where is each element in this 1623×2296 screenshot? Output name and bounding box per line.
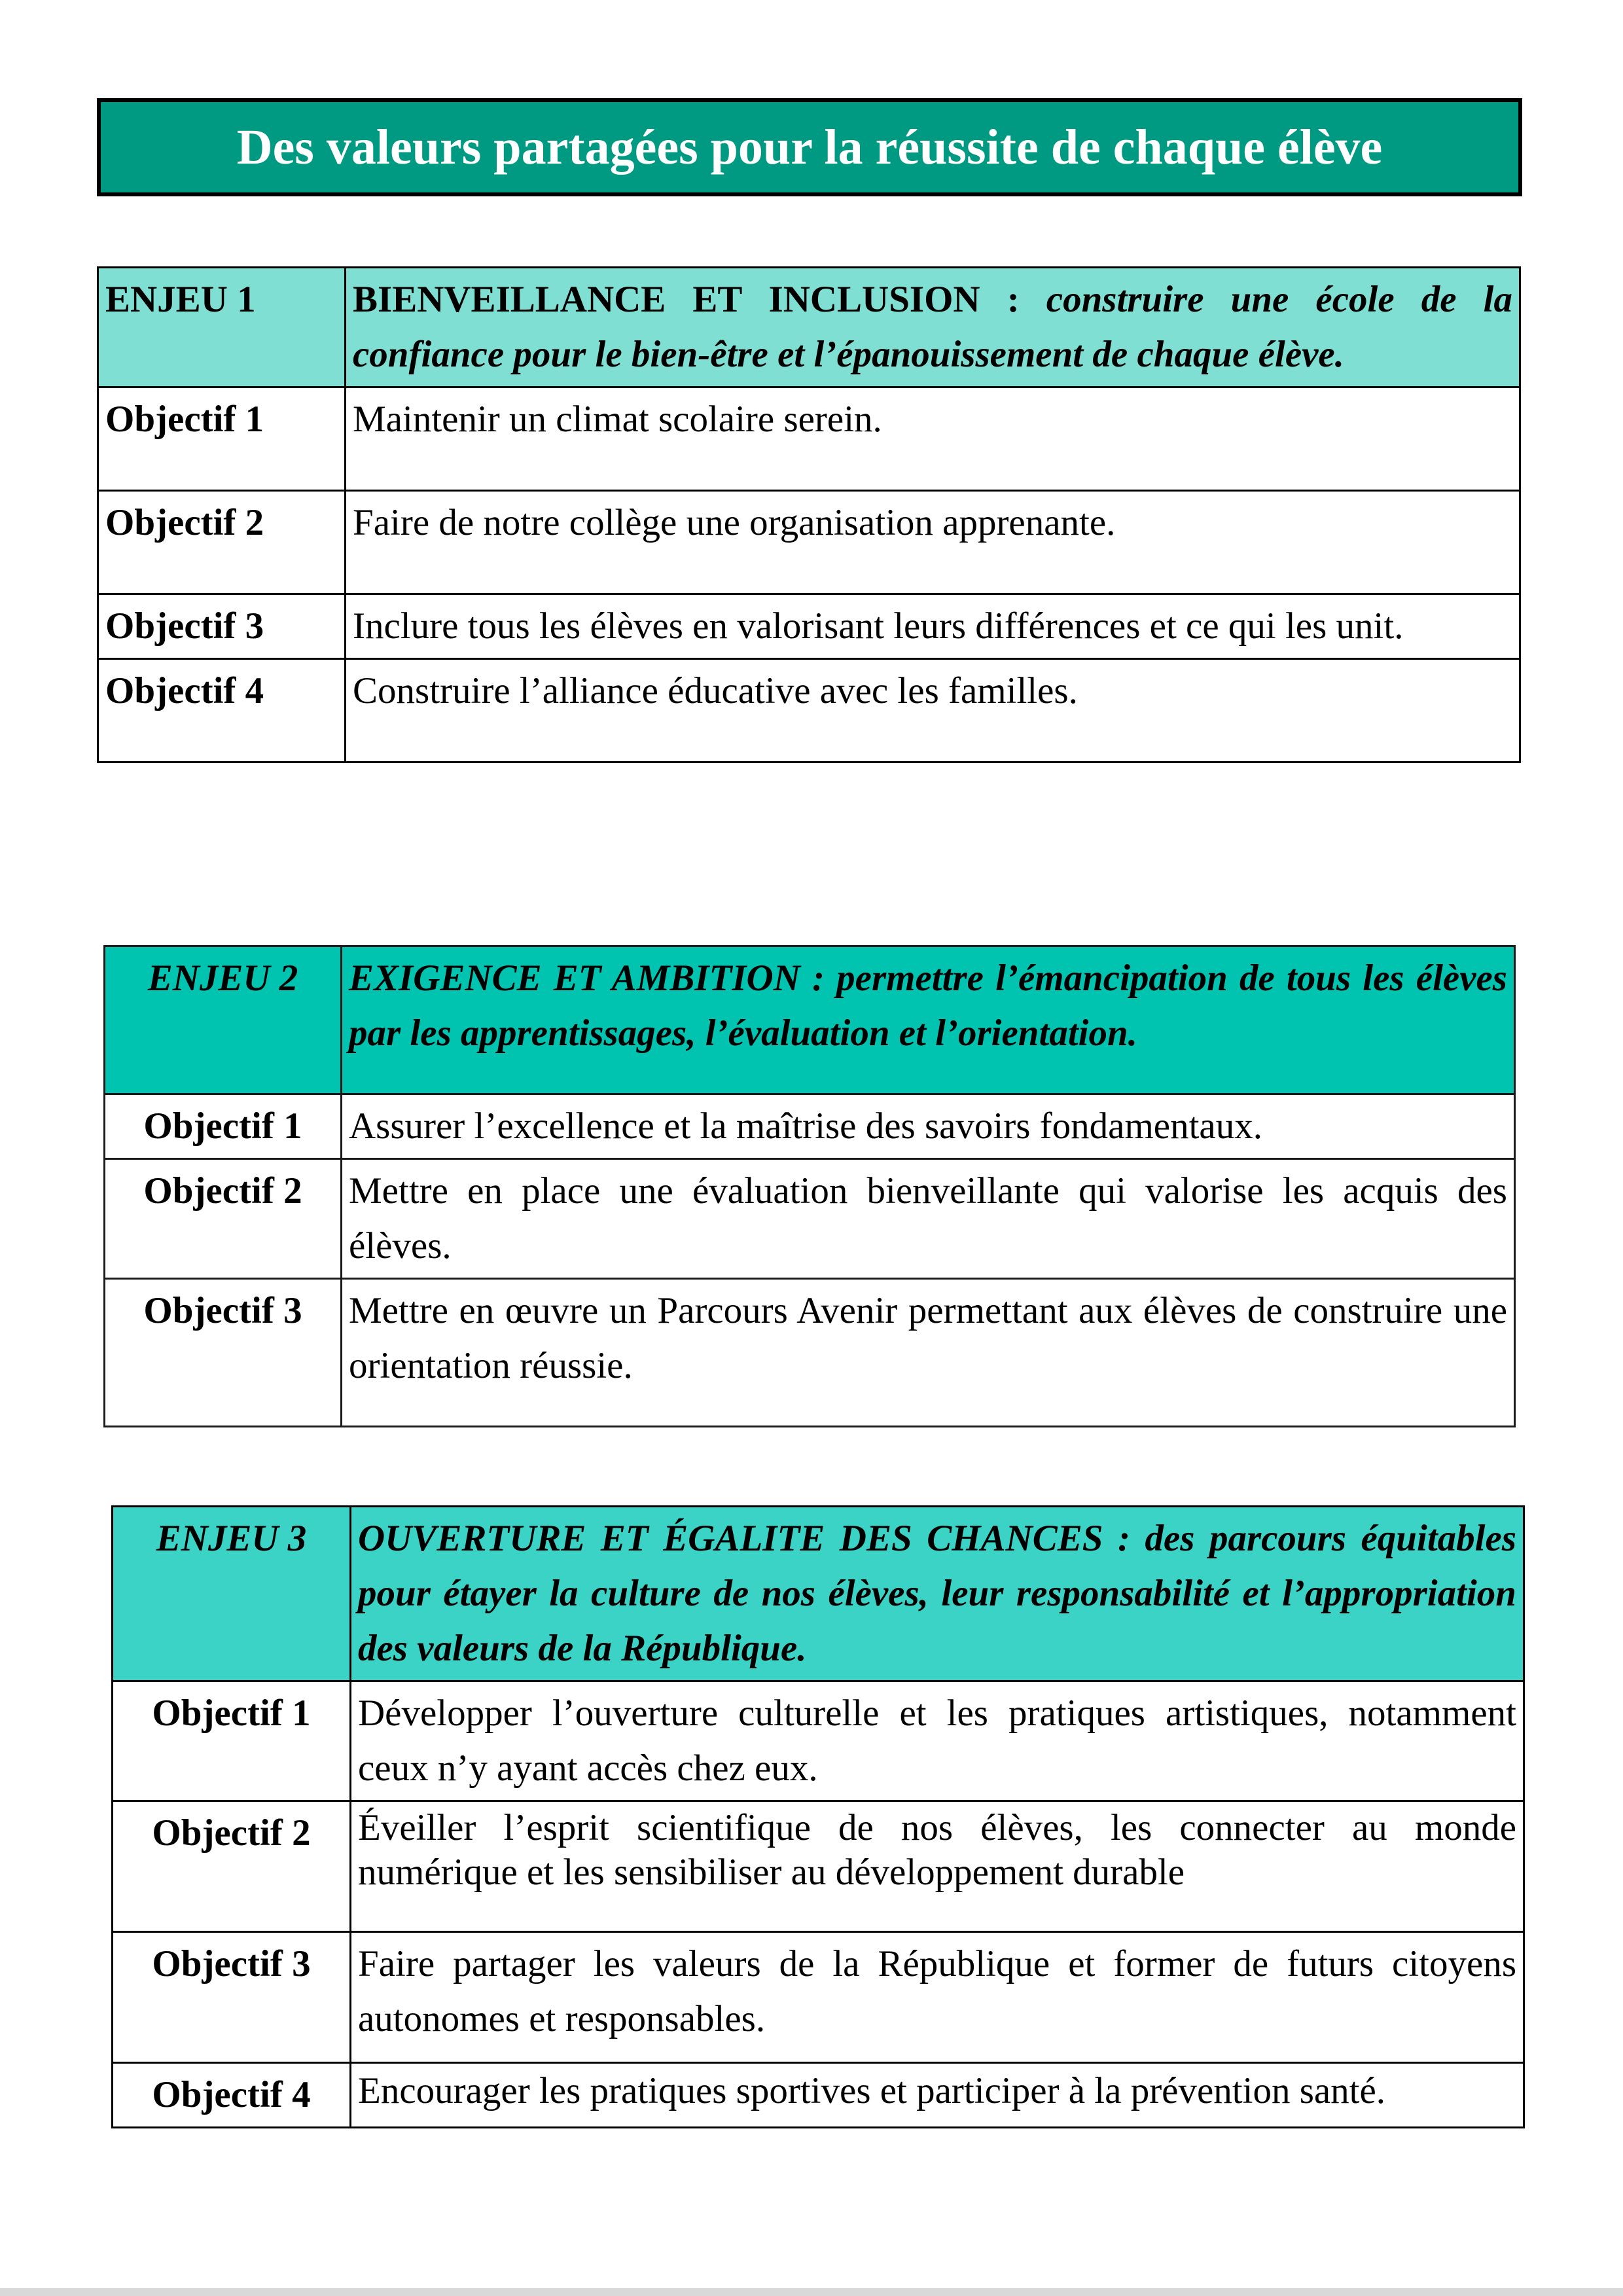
enjeu-1-heading-title: BIENVEILLANCE ET INCLUSION — [353, 279, 980, 320]
objectif-label: Objectif 3 — [105, 1279, 342, 1427]
enjeu-3-table — [111, 1505, 1525, 2128]
table-row — [105, 1094, 1515, 1159]
table-row — [105, 1279, 1515, 1427]
table-row — [98, 387, 1520, 491]
page-bottom-divider — [0, 2288, 1623, 2296]
objectif-label: Objectif 1 — [98, 387, 346, 491]
enjeu-3-heading: OUVERTURE ET ÉGALITE DES CHANCES : des parcours équitables pour étayer la culture de nos élèves, leur responsabilité et l’appropriation des valeurs de la République. — [351, 1507, 1524, 1681]
enjeu-2-header — [105, 946, 1515, 1094]
enjeu-1-heading — [346, 268, 1520, 387]
objectif-label: Objectif 3 — [113, 1932, 351, 2063]
enjeu-2-table — [103, 945, 1516, 1427]
objectif-text: Mettre en place une évaluation bienveillante qui valorise les acquis des élèves. — [342, 1159, 1515, 1279]
objectif-label: Objectif 2 — [98, 491, 346, 594]
table-row — [105, 1159, 1515, 1279]
enjeu-1-heading-desc: construire une école de la confiance pour le bien-être et l’épanouissement de chaque élève. — [353, 279, 1513, 375]
table-row — [98, 491, 1520, 594]
objectif-text: Assurer l’excellence et la maîtrise des savoirs fondamentaux. — [342, 1094, 1515, 1159]
table-row — [113, 1801, 1524, 1932]
table-row — [98, 659, 1520, 762]
table-row — [113, 1681, 1524, 1801]
enjeu-3-header — [113, 1507, 1524, 1681]
objectif-text: Inclure tous les élèves en valorisant leurs différences et ce qui les unit. — [346, 594, 1520, 659]
table-row — [113, 1932, 1524, 2063]
objectif-label: Objectif 1 — [105, 1094, 342, 1159]
objectif-text: Faire de notre collège une organisation apprenante. — [346, 491, 1520, 594]
table-row — [113, 2063, 1524, 2128]
objectif-label: Objectif 4 — [98, 659, 346, 762]
enjeu-1-label: ENJEU 1 — [98, 268, 346, 387]
objectif-text: Développer l’ouverture culturelle et les pratiques artistiques, notamment ceux n’y ayant accès chez eux. — [351, 1681, 1524, 1801]
objectif-text: Éveiller l’esprit scientifique de nos élèves, les connecter au monde numérique et les sensibiliser au développement durable — [351, 1801, 1524, 1932]
objectif-label: Objectif 4 — [113, 2063, 351, 2128]
enjeu-1-header — [98, 268, 1520, 387]
objectif-label: Objectif 1 — [113, 1681, 351, 1801]
page-title: Des valeurs partagées pour la réussite de chaque élève — [97, 98, 1522, 196]
objectif-label: Objectif 3 — [98, 594, 346, 659]
enjeu-2-label: ENJEU 2 — [105, 946, 342, 1094]
enjeu-3-label: ENJEU 3 — [113, 1507, 351, 1681]
enjeu-2-heading: EXIGENCE ET AMBITION : permettre l’émancipation de tous les élèves par les apprentissages, l’évaluation et l’orientation. — [342, 946, 1515, 1094]
objectif-text: Mettre en œuvre un Parcours Avenir permettant aux élèves de construire une orientation réussie. — [342, 1279, 1515, 1427]
enjeu-1-heading-sep: : — [980, 279, 1046, 320]
objectif-text: Construire l’alliance éducative avec les familles. — [346, 659, 1520, 762]
objectif-label: Objectif 2 — [113, 1801, 351, 1932]
objectif-text: Encourager les pratiques sportives et participer à la prévention santé. — [351, 2063, 1524, 2128]
objectif-label: Objectif 2 — [105, 1159, 342, 1279]
objectif-text: Maintenir un climat scolaire serein. — [346, 387, 1520, 491]
enjeu-1-table — [97, 266, 1521, 763]
objectif-text: Faire partager les valeurs de la République et former de futurs citoyens autonomes et responsables. — [351, 1932, 1524, 2063]
table-row — [98, 594, 1520, 659]
